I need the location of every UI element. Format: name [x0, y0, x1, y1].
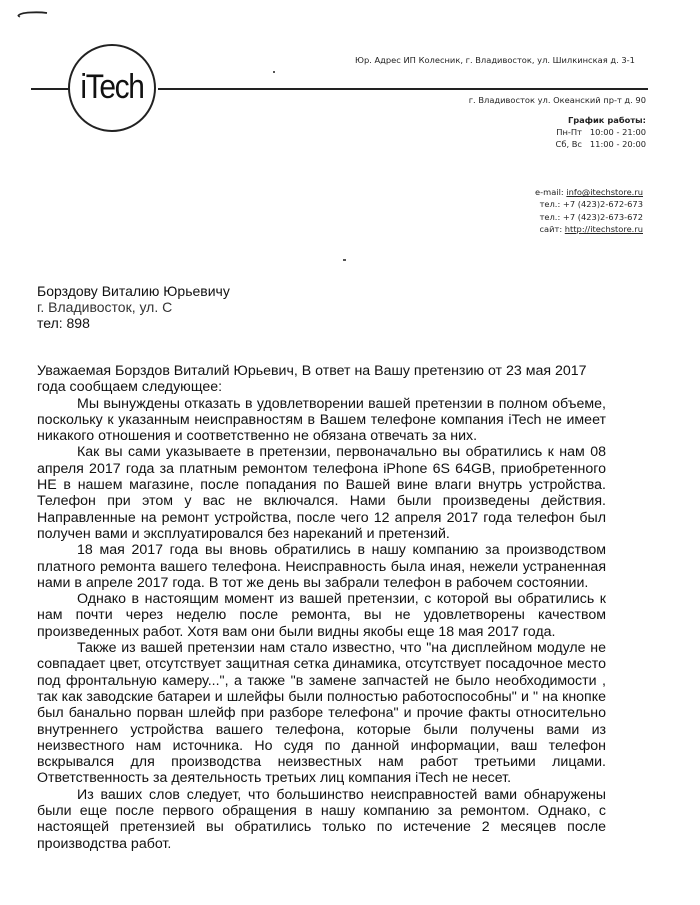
pen-mark-icon [16, 10, 50, 18]
letter-body [37, 363, 606, 852]
legal-address: Юр. Адрес ИП Колесник, г. Владивосток, ул. Шилкинская д. 3-1 [355, 55, 635, 65]
email-link[interactable]: info@itechstore.ru [566, 187, 643, 197]
paragraph: Из ваших слов следует, что большинство неисправностей вами обнаружены были еще после первого обращения в нашу компанию за ремонтом. Однако, с настоящей претензией вы обратились только по истечение 2 месяцев после производства работ. [37, 786, 606, 852]
contacts-block [535, 186, 643, 235]
site-link[interactable]: http://itechstore.ru [564, 223, 643, 234]
paragraph: Мы вынуждены отказать в удовлетворении вашей претензии в полном объеме, поскольку к указанным неисправностям в Вашем телефоне компания iTech не имеет никакого отношения и соответственно не обязана отвечать за них. [37, 395, 606, 445]
email-label: e-mail: [535, 187, 567, 197]
letterhead-rule [158, 88, 648, 90]
email-line [535, 186, 643, 198]
scan-speck [273, 71, 275, 73]
recipient-block [37, 283, 230, 331]
site-label: сайт: [539, 223, 565, 234]
logo-text: iTech [80, 68, 144, 106]
site-line [535, 223, 643, 235]
paragraph: Как вы сами указываете в претензии, первоначально вы обратились к нам 08 апреля 2017 года за платным ремонтом телефона iPhone 6S 64GB, приобретенного НЕ в нашем магазине, после попадания по Вашей вине влаги внутрь устройства. Телефон при этом у вас не включался. Нами были произведены действия. Направленные на ремонт устройства, после чего 12 апреля 2017 года телефон был получен вами и эксплуатировался без нареканий и претензий. [37, 444, 606, 542]
logo-rule-left [31, 88, 69, 90]
hours-days: Пн-Пт [556, 127, 582, 137]
hours-time: 11:00 - 20:00 [589, 139, 646, 149]
paragraph: 18 мая 2017 года вы вновь обратились в нашу компанию за производством платного ремонта вашего телефона. Неисправность была иная, нежели устраненная нами в апреле 2017 года. В тот же день вы забрали телефон в рабочем состоянии. [37, 542, 606, 591]
recipient-phone: тел: 898 [37, 315, 90, 331]
hours-time: 10:00 - 21:00 [589, 127, 646, 137]
hours-row-weekdays [556, 127, 646, 137]
hours-title: График работы: [567, 115, 646, 125]
paragraph: Однако в настоящим момент из вашей претензии, с которой вы обратились к нам почти через неделю после ремонта, вы не удовлетворены качеством произведенных работ. Хотя вам они были видны якобы еще 18 мая 2017 года. [37, 591, 606, 640]
salutation: Уважаемая Борздов Виталий Юрьевич, В ответ на Вашу претензию от 23 мая 2017 года сообщаем следующее: [37, 363, 587, 396]
recipient-address: г. Владивосток, ул. С [37, 299, 173, 315]
scan-speck [343, 259, 346, 261]
phone-line-2: тел.: +7 (423)2-673-672 [539, 211, 643, 222]
recipient-name: Борздову Виталию Юрьевичу [37, 283, 230, 299]
paragraph: Также из вашей претензии нам стало известно, что "на дисплейном модуле не совпадает цвет, отсутствует защитная сетка динамика, отсутствует посадочное место под фронтальную камеру...", а также "в замене запчастей не было необходимости , так как заводские батареи и шлейфы были полностью работоспособны" и " на кнопке был банально порван шлейф при разборе телефона" и прочие факты относительно внутреннего устройства вашего телефона, которые были получены вами из неизвестного нам источника. Но судя по данной информации, ваш телефон вскрывался для производства неизвестных нам работ третьими лицами. Ответственность за деятельность третьих лиц компания iTech не несет. [37, 640, 606, 787]
itech-logo [68, 44, 156, 132]
store-address: г. Владивосток ул. Океанский пр-т д. 90 [468, 95, 646, 105]
phone-line-1: тел.: +7 (423)2-672-673 [539, 199, 643, 210]
hours-days: Сб, Вс [555, 139, 582, 149]
hours-row-weekend [556, 139, 646, 149]
